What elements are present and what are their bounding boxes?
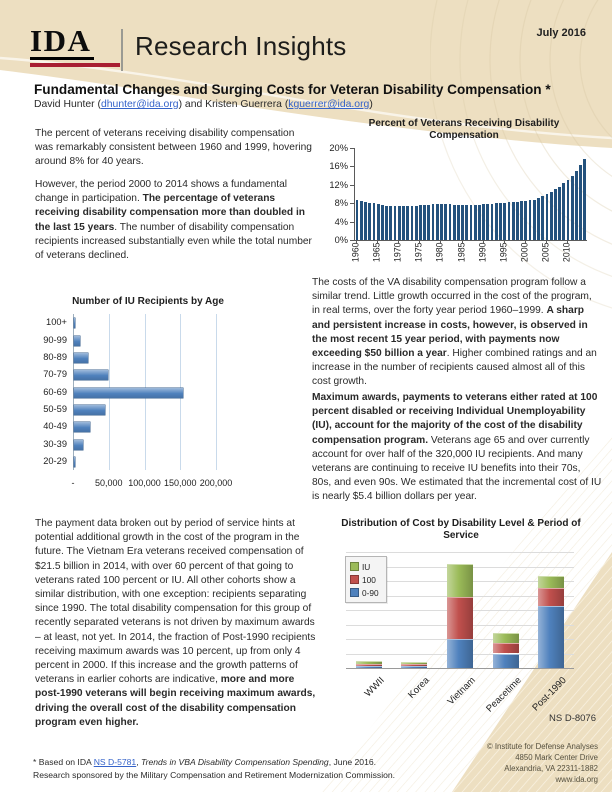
bar xyxy=(74,353,88,363)
bar xyxy=(537,198,540,240)
text-segment: , xyxy=(136,757,141,767)
x-category-label: Vietnam xyxy=(445,675,478,708)
footnote xyxy=(33,756,423,782)
bar xyxy=(499,203,502,240)
x-category-label: Post-1990 xyxy=(530,675,569,714)
text-segment: The percent of veterans receiving disability compensation was remarkably consistent between 1960 and 1999, hovering around 8% for 40 years. xyxy=(35,128,312,168)
text-segment: ) xyxy=(369,99,373,110)
plot-area xyxy=(354,148,587,241)
publisher-address xyxy=(378,741,598,785)
paragraph-3 xyxy=(312,276,602,390)
bar xyxy=(419,205,422,240)
gridline xyxy=(216,314,217,470)
x-tick-label: 1995 xyxy=(498,242,509,262)
y-tick-label: 12% xyxy=(329,179,348,190)
bar xyxy=(478,205,481,240)
x-tick-label: 1960 xyxy=(350,242,361,262)
bar xyxy=(360,201,363,240)
bar xyxy=(364,202,367,240)
bar-segment-100 xyxy=(356,664,382,666)
bar xyxy=(482,204,485,240)
text-segment: A sharp and persistent increase in costs, however, is observed in the most recent 15 year period, with payments now exceeding $50 billion a year xyxy=(312,305,588,360)
y-tick xyxy=(350,222,354,223)
category-label: 60-69 xyxy=(43,386,67,397)
address-line: Alexandria, VA 22311-1882 xyxy=(504,764,598,773)
bar xyxy=(486,204,489,240)
bar xyxy=(550,192,553,240)
bar-segment-IU xyxy=(447,564,473,597)
chart-iu-recipients-by-age xyxy=(33,296,263,506)
category-label: 90-99 xyxy=(43,334,67,345)
bar xyxy=(562,183,565,240)
bar xyxy=(381,205,384,240)
x-tick-label: 200,000 xyxy=(199,478,233,488)
bar xyxy=(402,206,405,240)
legend-item xyxy=(351,586,379,599)
inline-link[interactable]: kguerrer@ida.org xyxy=(288,99,370,110)
legend-label: IU xyxy=(362,561,371,572)
bar xyxy=(74,318,75,328)
x-tick-label: 1980 xyxy=(434,242,445,262)
text-segment: However, the period 2000 to 2014 shows a fundamental change in participation. xyxy=(35,179,288,205)
bar xyxy=(465,205,468,240)
bar xyxy=(453,205,456,240)
bar xyxy=(503,203,506,240)
legend-swatch xyxy=(351,576,358,583)
text-segment: Trends in VBA Disability Compensation Spending xyxy=(140,757,329,767)
bar xyxy=(74,405,105,415)
ida-logo xyxy=(30,25,120,67)
bar xyxy=(571,176,574,240)
paragraph-1 xyxy=(35,127,315,170)
bar xyxy=(411,206,414,240)
x-tick-label: 100,000 xyxy=(128,478,161,488)
legend-label: 100 xyxy=(362,574,376,585)
chart-title: Distribution of Cost by Disability Level & Period of Service xyxy=(341,518,581,541)
y-tick xyxy=(350,166,354,167)
address-line: www.ida.org xyxy=(555,775,598,784)
x-tick-label: 2005 xyxy=(540,242,551,262)
bar xyxy=(508,202,511,240)
inline-link[interactable]: NS D-5781 xyxy=(93,757,137,767)
bar xyxy=(440,204,443,240)
x-tick-label: 1965 xyxy=(371,242,382,262)
bar xyxy=(449,204,452,240)
bar-segment-IU xyxy=(493,633,519,643)
y-tick-label: 8% xyxy=(334,198,348,209)
text-segment: * Based on IDA xyxy=(33,757,94,767)
legend-swatch xyxy=(351,563,358,570)
paragraph-2 xyxy=(35,178,315,263)
x-category-label: Peacetime xyxy=(483,675,524,715)
category-label: 100+ xyxy=(46,317,67,328)
bar xyxy=(74,422,90,432)
bar xyxy=(389,206,392,240)
category-label: 70-79 xyxy=(43,369,67,380)
header-divider xyxy=(121,29,123,71)
bar xyxy=(495,203,498,240)
bar-segment-100 xyxy=(493,643,519,653)
bar xyxy=(377,204,380,240)
bar xyxy=(470,205,473,240)
x-category-label: WWII xyxy=(362,675,387,700)
document-number: NS D-8076 xyxy=(549,713,596,724)
x-category-label: Korea xyxy=(406,675,433,701)
bar xyxy=(427,205,430,240)
bar xyxy=(567,180,570,240)
bar xyxy=(436,204,439,240)
legend-swatch xyxy=(351,589,358,596)
bar xyxy=(474,205,477,240)
bar xyxy=(415,206,418,241)
bar xyxy=(575,171,578,240)
category-label: 30-39 xyxy=(43,438,67,449)
x-tick-label: 2010 xyxy=(561,242,572,262)
bar xyxy=(541,196,544,240)
bar xyxy=(516,202,519,240)
bar xyxy=(373,203,376,240)
x-tick-label: 1975 xyxy=(413,242,424,262)
bar xyxy=(554,189,557,240)
y-tick xyxy=(350,203,354,204)
bar xyxy=(444,204,447,240)
legend-item xyxy=(351,573,379,586)
footnote-line-1 xyxy=(33,756,423,769)
footnote-line-2: Research sponsored by the Military Compensation and Retirement Modernization Commission. xyxy=(33,770,396,780)
bar xyxy=(491,204,494,240)
x-tick-label: 1990 xyxy=(477,242,488,262)
ida-logo-red-bar xyxy=(30,63,120,68)
chart-percent-veterans-disability xyxy=(308,118,604,288)
text-segment: The payment data broken out by period of service hints at potential additional growth in the cost of the program in the future. The Vietnam Era veterans received compensation of $21.5 billion in 2014, with over 60 percent of that going to veterans rated 100 percent or IU. All other cohorts show a similar distribution, with one exception: recipients separating since 1990. The total disability compensation for this group of recently separated veterans is not driven by maximum awards – at least, not yet. In 2014, the fraction of Post-1990 recipients receiving maximum awards was 10 percent, up from only 4 percent in 2000. If this increase and the growth patterns of veterans in earlier cohorts are indicative, xyxy=(35,518,316,686)
bar xyxy=(529,200,532,240)
bar-segment-100 xyxy=(538,588,564,606)
bar xyxy=(457,205,460,240)
bar xyxy=(74,370,108,380)
legend xyxy=(345,556,387,603)
bar-segment-IU xyxy=(401,662,427,664)
legend-label: 0-90 xyxy=(362,587,379,598)
ida-logo-text: IDA xyxy=(30,25,94,60)
bar xyxy=(583,159,586,240)
bar xyxy=(356,200,359,240)
bar-segment-0-90 xyxy=(356,666,382,668)
x-tick-label: - xyxy=(71,478,75,488)
issue-date: July 2016 xyxy=(536,27,586,39)
bar xyxy=(398,206,401,240)
authors-line xyxy=(34,99,534,110)
bar xyxy=(512,202,515,240)
bar xyxy=(385,206,388,241)
x-axis xyxy=(346,668,574,669)
bar xyxy=(74,388,183,398)
chart-title: Percent of Veterans Receiving Disability Compensation xyxy=(368,118,560,141)
category-label: 20-29 xyxy=(43,455,67,466)
bar-segment-0-90 xyxy=(401,666,427,668)
y-tick-label: 4% xyxy=(334,216,348,227)
y-tick-label: 0% xyxy=(334,235,348,245)
text-segment: Maximum awards, payments to veterans either rated at 100 percent disabled or receiving Individual Unemployability (IU), account for the majority of the cost of the disability compensation program. xyxy=(312,392,598,446)
bar xyxy=(520,201,523,240)
bar-segment-IU xyxy=(538,576,564,588)
x-tick-label: 50,000 xyxy=(94,478,123,488)
bar xyxy=(74,457,75,467)
bar xyxy=(524,201,527,240)
paragraph-4 xyxy=(312,391,602,505)
category-label: 40-49 xyxy=(43,421,67,432)
bar xyxy=(461,205,464,240)
text-segment: David Hunter ( xyxy=(34,99,101,110)
y-tick xyxy=(350,148,354,149)
bar-segment-IU xyxy=(356,661,382,663)
bar-segment-100 xyxy=(447,597,473,639)
text-segment: more and more post-1990 veterans will begin receiving maximum awards, driving the overall cost of the disability compensation program even higher. xyxy=(35,674,316,728)
x-tick-label: 2000 xyxy=(519,242,530,262)
bar xyxy=(546,194,549,240)
brand-title: Research Insights xyxy=(135,31,347,61)
bar xyxy=(406,206,409,240)
address-line: © Institute for Defense Analyses xyxy=(486,742,598,751)
chart-title: Number of IU Recipients by Age xyxy=(72,296,224,307)
text-segment: . The number of disability compensation recipients increased substantially even while the total number of veterans declined. xyxy=(35,221,312,262)
text-segment: ) and Kristen Guerrera ( xyxy=(178,99,289,110)
bar xyxy=(423,205,426,240)
bar xyxy=(74,440,83,450)
article-title: Fundamental Changes and Surging Costs for Veteran Disability Compensation * xyxy=(34,82,551,97)
bar-segment-100 xyxy=(401,664,427,665)
bar xyxy=(74,336,80,346)
y-tick-label: 16% xyxy=(329,161,348,172)
bar xyxy=(533,200,536,240)
text-segment: , June 2016. xyxy=(328,757,377,767)
x-tick-label: 150,000 xyxy=(163,478,197,488)
y-tick xyxy=(350,185,354,186)
legend-item xyxy=(351,560,379,573)
bar-segment-0-90 xyxy=(493,654,519,669)
bar xyxy=(368,203,371,240)
bar-segment-0-90 xyxy=(538,606,564,668)
paragraph-5 xyxy=(35,517,322,730)
inline-link[interactable]: dhunter@ida.org xyxy=(101,99,179,110)
address-line: 4850 Mark Center Drive xyxy=(515,753,598,762)
category-label: 80-89 xyxy=(43,351,67,362)
y-tick-label: 20% xyxy=(329,143,348,153)
x-tick-label: 1970 xyxy=(392,242,403,262)
gridline xyxy=(346,552,574,553)
bar-segment-0-90 xyxy=(447,639,473,668)
text-segment: The costs of the VA disability compensation program follow a similar trend. Little growth occurred in the cost of the program, in real terms, over the forty year period 1960–1999. xyxy=(312,277,592,317)
text-segment: Veterans age 65 and over currently account for over half of the 320,000 IU recipients. And many veterans are continuing to receive IU benefits into their 70s, 80s, and even 90s. We estimated that the incremental cost of IU is nearly $5.4 billion dollars per year. xyxy=(312,434,602,503)
text-segment: . Higher combined ratings and an increase in the number of recipients caused almost all of this cost growth. xyxy=(312,348,597,388)
bar xyxy=(432,204,435,240)
y-tick xyxy=(350,240,354,241)
bar xyxy=(558,187,561,240)
category-label: 50-59 xyxy=(43,403,67,414)
x-tick-label: 1985 xyxy=(456,242,467,262)
bar xyxy=(394,206,397,240)
text-segment: The percentage of veterans receiving disability compensation more than doubled in the last 15 years xyxy=(35,193,306,233)
bar xyxy=(579,165,582,240)
